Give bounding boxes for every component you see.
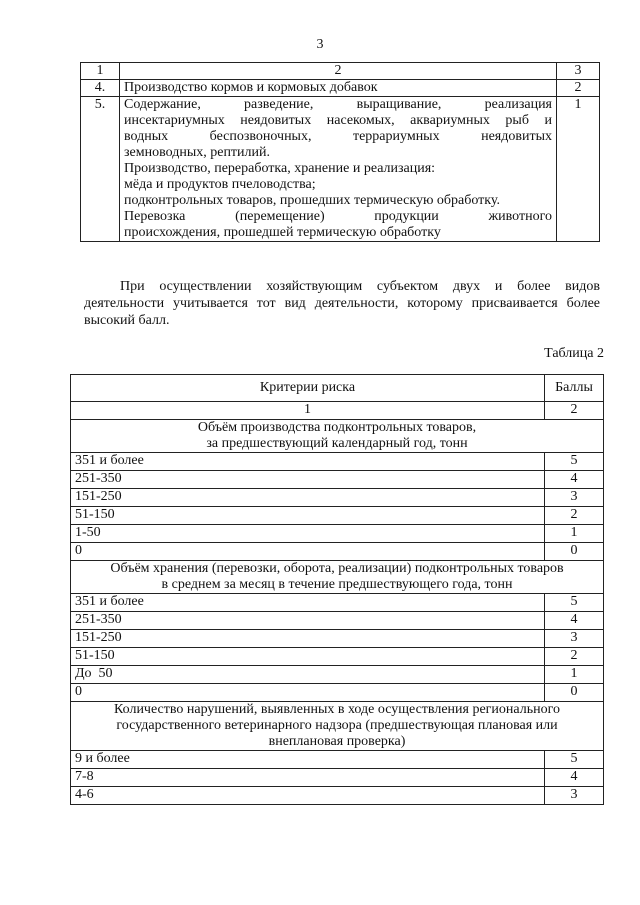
- criteria-score: 4: [545, 769, 604, 787]
- section-header: [71, 702, 604, 751]
- row-score: 2: [557, 80, 600, 97]
- criteria-score: 4: [545, 471, 604, 489]
- text-line: Перевозка (перемещение) продукции животного: [124, 209, 552, 224]
- text-line: Содержание, разведение, выращивание, реализация: [124, 97, 552, 112]
- page-number: 3: [316, 37, 324, 52]
- section-title: [71, 561, 604, 594]
- table-row: [71, 471, 604, 489]
- table-caption: Таблица 2: [544, 346, 604, 361]
- table-row: [81, 97, 600, 242]
- criteria-label: 4-6: [71, 787, 545, 805]
- title-line: Объём хранения (перевозки, оборота, реализации) подконтрольных товаров: [110, 561, 564, 576]
- criteria-score: 2: [545, 648, 604, 666]
- table-row: [71, 751, 604, 769]
- criteria-score: 5: [545, 751, 604, 769]
- title-line: в среднем за месяц в течение предшествующего года, тонн: [161, 577, 513, 592]
- criteria-score: 5: [545, 453, 604, 471]
- numbering-cell: 1: [71, 402, 545, 420]
- criteria-label: 0: [71, 543, 545, 561]
- section-title: [71, 702, 604, 751]
- criteria-score: 4: [545, 612, 604, 630]
- numbering-cell: 2: [545, 402, 604, 420]
- criteria-score: 2: [545, 507, 604, 525]
- criteria-label: 251-350: [71, 612, 545, 630]
- criteria-label: 0: [71, 684, 545, 702]
- title-line: внеплановая проверка): [268, 734, 406, 749]
- criteria-label: 151-250: [71, 630, 545, 648]
- criteria-score: 1: [545, 666, 604, 684]
- title-line: государственного ветеринарного надзора (предшествующая плановая или: [116, 718, 558, 733]
- table-row: [71, 666, 604, 684]
- criteria-label: 351 и более: [71, 594, 545, 612]
- criteria-score: 3: [545, 489, 604, 507]
- table-row: [81, 80, 600, 97]
- header-cell: 2: [120, 63, 557, 80]
- section-header: [71, 420, 604, 453]
- criteria-label: До 50: [71, 666, 545, 684]
- table-row: [71, 787, 604, 805]
- table-row: [71, 630, 604, 648]
- criteria-score: 5: [545, 594, 604, 612]
- criteria-label: 51-150: [71, 507, 545, 525]
- criteria-score: 1: [545, 525, 604, 543]
- text-line: подконтрольных товаров, прошедших термическую обработку.: [124, 193, 500, 208]
- criteria-score: 0: [545, 543, 604, 561]
- criteria-label: 351 и более: [71, 453, 545, 471]
- row-number: 4.: [81, 80, 120, 97]
- criteria-label: 151-250: [71, 489, 545, 507]
- row-score: 1: [557, 97, 600, 242]
- section-header: [71, 561, 604, 594]
- activity-description: Производство кормов и кормовых добавок: [120, 80, 557, 97]
- table-row: [71, 648, 604, 666]
- section-title: [71, 420, 604, 453]
- table-row: [71, 525, 604, 543]
- activity-description: [120, 97, 557, 242]
- text-line: инсектариумных неядовитых насекомых, аквариумных рыб и: [124, 113, 552, 128]
- table-header-row: [81, 63, 600, 80]
- table-row: [71, 684, 604, 702]
- table-row: [71, 594, 604, 612]
- table-row: [71, 769, 604, 787]
- table-row: [71, 612, 604, 630]
- table-row: [71, 543, 604, 561]
- text-line: земноводных, рептилий.: [124, 145, 271, 160]
- criteria-score: 0: [545, 684, 604, 702]
- title-line: Количество нарушений, выявленных в ходе осуществления регионального: [114, 702, 560, 717]
- text-line: Производство, переработка, хранение и реализация:: [124, 161, 436, 176]
- row-number: 5.: [81, 97, 120, 242]
- numbering-row: [71, 402, 604, 420]
- table-row: [71, 489, 604, 507]
- body-paragraph: При осуществлении хозяйствующим субъектом двух и более видов деятельности учитывается тот вид деятельности, которому присваивается более высокий балл.: [84, 279, 600, 328]
- title-line: за предшествующий календарный год, тонн: [206, 436, 468, 451]
- header-cell: Критерии риска: [71, 375, 545, 402]
- criteria-label: 251-350: [71, 471, 545, 489]
- criteria-label: 7-8: [71, 769, 545, 787]
- title-line: Объём производства подконтрольных товаров,: [197, 420, 477, 435]
- risk-criteria-table: [70, 374, 604, 805]
- criteria-label: 1-50: [71, 525, 545, 543]
- table-row: [71, 507, 604, 525]
- table-row: [71, 453, 604, 471]
- criteria-score: 3: [545, 630, 604, 648]
- text-line: мёда и продуктов пчеловодства;: [124, 177, 316, 192]
- header-cell: 3: [557, 63, 600, 80]
- activity-table: [80, 62, 600, 242]
- table-header-row: [71, 375, 604, 402]
- text-line: водных беспозвоночных, террариумных неядовитых: [124, 129, 552, 144]
- text-line: происхождения, прошедшей термическую обработку: [124, 225, 441, 240]
- criteria-label: 51-150: [71, 648, 545, 666]
- header-cell: 1: [81, 63, 120, 80]
- header-cell: Баллы: [545, 375, 604, 402]
- criteria-score: 3: [545, 787, 604, 805]
- criteria-label: 9 и более: [71, 751, 545, 769]
